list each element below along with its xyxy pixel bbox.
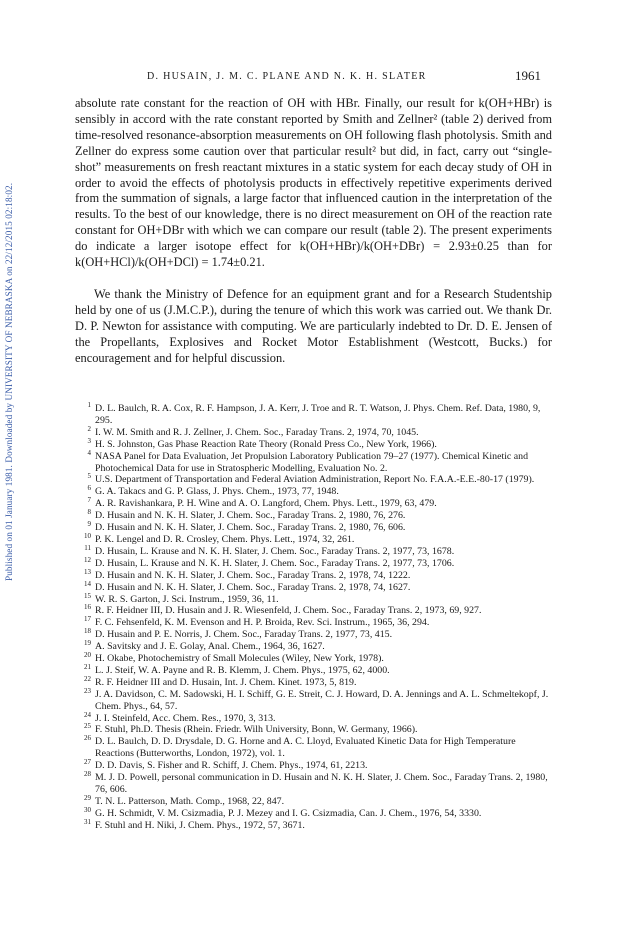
reference-text: D. Husain, L. Krause and N. K. H. Slater, J. Chem. Soc., Faraday Trans. 2, 1977, 73, 1678. [95,545,455,557]
reference-list [80,403,553,832]
reference-number: 22 [84,674,91,683]
reference-number: 18 [84,627,91,636]
reference-number: 31 [84,817,91,826]
reference-item [80,629,553,641]
reference-text: R. F. Heidner III and D. Husain, Int. J. Chem. Kinet. 1973, 5, 819. [95,676,357,688]
reference-text: D. Husain, L. Krause and N. K. H. Slater, J. Chem. Soc., Faraday Trans. 2, 1977, 73, 1706. [95,557,455,569]
reference-text: M. J. D. Powell, personal communication in D. Husain and N. K. H. Slater, J. Chem. Soc., Faraday Trans. 2, 1980, 76, 606. [95,772,548,795]
reference-item [80,760,553,772]
reference-text: R. F. Heidner III, D. Husain and J. R. Wiesenfeld, J. Chem. Soc., Faraday Trans. 2, 1973, 69, 927. [95,605,482,617]
reference-text: A. Savitsky and J. E. Golay, Anal. Chem., 1964, 36, 1627. [95,641,325,653]
download-stamp: Published on 01 January 1981. Downloaded by UNIVERSITY OF NEBRASKA on 22/12/2015 02:18:02. [4,182,14,581]
reference-text: G. H. Schmidt, V. M. Csizmadia, P. J. Mezey and I. G. Csizmadia, Can. J. Chem., 1976, 54, 3330. [95,807,482,819]
page-number: 1961 [515,68,541,83]
reference-item [80,617,553,629]
reference-item [80,653,553,665]
reference-number: 15 [84,591,91,600]
reference-item [80,579,553,594]
reference-item [80,817,553,832]
reference-item [80,641,553,653]
reference-number: 10 [84,531,91,540]
reference-item [80,474,553,486]
reference-number: 14 [84,579,91,588]
running-head: D. HUSAIN, J. M. C. PLANE AND N. K. H. SLATER [147,71,427,82]
reference-number: 13 [84,567,91,576]
reference-text: G. A. Takacs and G. P. Glass, J. Phys. Chem., 1973, 77, 1948. [95,486,339,498]
reference-item [80,531,553,546]
reference-item [80,591,553,606]
reference-number: 24 [84,710,91,719]
reference-text: F. Stuhl and H. Niki, J. Chem. Phys., 1972, 57, 3671. [95,819,305,831]
reference-item [80,605,553,617]
reference-number: 2 [87,424,91,433]
reference-item [80,772,553,796]
reference-number: 20 [84,651,91,660]
reference-text: A. R. Ravishankara, P. H. Wine and A. O. Langford, Chem. Phys. Lett., 1979, 63, 479. [95,498,437,510]
reference-text: W. R. S. Garton, J. Sci. Instrum., 1959, 36, 11. [95,593,279,605]
page-header [147,68,541,84]
reference-number: 16 [84,603,91,612]
reference-number: 30 [84,805,91,814]
reference-text: D. L. Baulch, D. D. Drysdale, D. G. Horne and A. C. Lloyd, Evaluated Kinetic Data for High Temperature Reactions (Butterworths, London, 1972), vol. 1. [95,736,516,760]
reference-number: 3 [87,436,91,445]
paragraph-acknowledgements: We thank the Ministry of Defence for an equipment grant and for a Research Studentship held by one of us (J.M.C.P.), during the tenure of which this work was carried out. We thank Dr. D. P. Newton for assistance with computing. We are particularly indebted to Dr. D. E. Jensen of the Propellants, Explosives and Rocket Motor Establishment (Westcott, Bucks.) for encouragement and for helpful discussion. [75,286,552,365]
reference-item [80,498,553,510]
reference-item [80,674,553,689]
reference-item [80,510,553,522]
reference-number: 25 [84,722,91,731]
reference-item [80,724,553,736]
reference-number: 9 [87,520,91,529]
reference-number: 28 [84,770,91,779]
reference-text: U.S. Department of Transportation and Federal Aviation Administration, Report No. F.A.A.-E.E.-80-17 (1979). [95,474,535,486]
reference-item [80,448,553,475]
reference-text: J. A. Davidson, C. M. Sadowski, H. I. Schiff, G. E. Streit, C. J. Howard, D. A. Jennings and A. L. Schmeltekopf, J. Chem. Phys., 64, 57. [95,688,549,712]
reference-text: F. C. Fehsenfeld, K. M. Evenson and H. P. Broida, Rev. Sci. Instrum., 1965, 36, 294. [95,617,430,629]
reference-text: J. I. Steinfeld, Acc. Chem. Res., 1970, 3, 313. [95,712,276,724]
reference-number: 23 [84,686,91,695]
reference-number: 19 [84,639,91,648]
reference-text: D. Husain and N. K. H. Slater, J. Chem. Soc., Faraday Trans. 2, 1980, 76, 276. [95,510,406,522]
reference-text: T. N. L. Patterson, Math. Comp., 1968, 22, 847. [95,795,285,807]
reference-number: 12 [84,555,91,564]
reference-number: 21 [84,662,91,671]
reference-number: 11 [84,543,91,552]
reference-number: 27 [84,758,91,767]
reference-number: 26 [84,734,91,743]
reference-item [80,424,553,439]
reference-text: L. J. Steif, W. A. Payne and R. B. Klemm, J. Chem. Phys., 1975, 62, 4000. [95,664,390,676]
reference-number: 5 [87,472,91,481]
reference-item [80,403,553,427]
reference-text: F. Stuhl, Ph.D. Thesis (Rhein. Friedr. Wilh University, Bonn, W. Germany, 1966). [95,724,418,736]
reference-number: 1 [87,401,91,409]
reference-item [80,522,553,534]
reference-text: NASA Panel for Data Evaluation, Jet Propulsion Laboratory Publication 79–27 (1977). Chemical Kinetic and Photochemical Data for use in Stratospheric Modelling, Evaluation No. 2. [95,450,529,474]
reference-text: D. Husain and N. K. H. Slater, J. Chem. Soc., Faraday Trans. 2, 1978, 74, 1627. [95,581,411,593]
reference-text: D. Husain and N. K. H. Slater, J. Chem. Soc., Faraday Trans. 2, 1978, 74, 1222. [95,569,411,581]
reference-item [80,686,553,713]
reference-number: 29 [84,793,91,802]
reference-text: D. Husain and N. K. H. Slater, J. Chem. Soc., Faraday Trans. 2, 1980, 76, 606. [95,522,406,534]
reference-item [80,486,553,498]
paragraph-results: absolute rate constant for the reaction of OH with HBr. Finally, our result for k(OH+HBr) is sensibly in accord with the rate constant reported by Smith and Zellner² (table 2) derived from time-resolved resonance-absorption measurements on OH following flash photolysis. Smith and Zellner do express some caution over that particular result² but did, in fact, carry out “single-shot” measurements on fresh reactant mixtures in a static system for each decay study of OH in order to avoid the effects of photolysis products in effectively repetitive experiments derived from the summation of signals, a large factor that influenced caution in the interpretation of the results. To the best of our knowledge, there is no direct measurement on OH of the reaction rate constant for OH+DBr with which we can compare our result (table 2). The present experiments do indicate a larger isotope effect for k(OH+HBr)/k(OH+DBr) = 2.93±0.25 than for k(OH+HCl)/k(OH+DCl) = 1.74±0.21. [75,96,552,270]
reference-item [80,662,553,677]
reference-number: 8 [87,508,91,517]
reference-item [80,710,553,725]
reference-number: 6 [87,484,91,493]
reference-text: D. D. Davis, S. Fisher and R. Schiff, J. Chem. Phys., 1974, 61, 2213. [95,760,368,772]
reference-number: 7 [87,496,91,505]
reference-item [80,543,553,558]
reference-item [80,805,553,820]
reference-item [80,736,553,760]
reference-item [80,436,553,451]
body-text [75,96,552,367]
reference-text: P. K. Lengel and D. R. Crosley, Chem. Phys. Lett., 1974, 32, 261. [95,533,355,545]
reference-text: D. Husain and P. E. Norris, J. Chem. Soc., Faraday Trans. 2, 1977, 73, 415. [95,629,393,641]
reference-item [80,555,553,570]
reference-number: 17 [84,615,91,624]
reference-item [80,567,553,582]
reference-text: I. W. M. Smith and R. J. Zellner, J. Chem. Soc., Faraday Trans. 2, 1974, 70, 1045. [95,426,419,438]
reference-text: H. Okabe, Photochemistry of Small Molecules (Wiley, New York, 1978). [95,653,384,665]
reference-item [80,793,553,808]
reference-text: D. L. Baulch, R. A. Cox, R. F. Hampson, J. A. Kerr, J. Troe and R. T. Watson, J. Phys. Chem. Ref. Data, 1980, 9, 295. [95,403,541,426]
reference-text: H. S. Johnston, Gas Phase Reaction Rate Theory (Ronald Press Co., New York, 1966). [95,438,437,450]
reference-number: 4 [87,448,91,457]
